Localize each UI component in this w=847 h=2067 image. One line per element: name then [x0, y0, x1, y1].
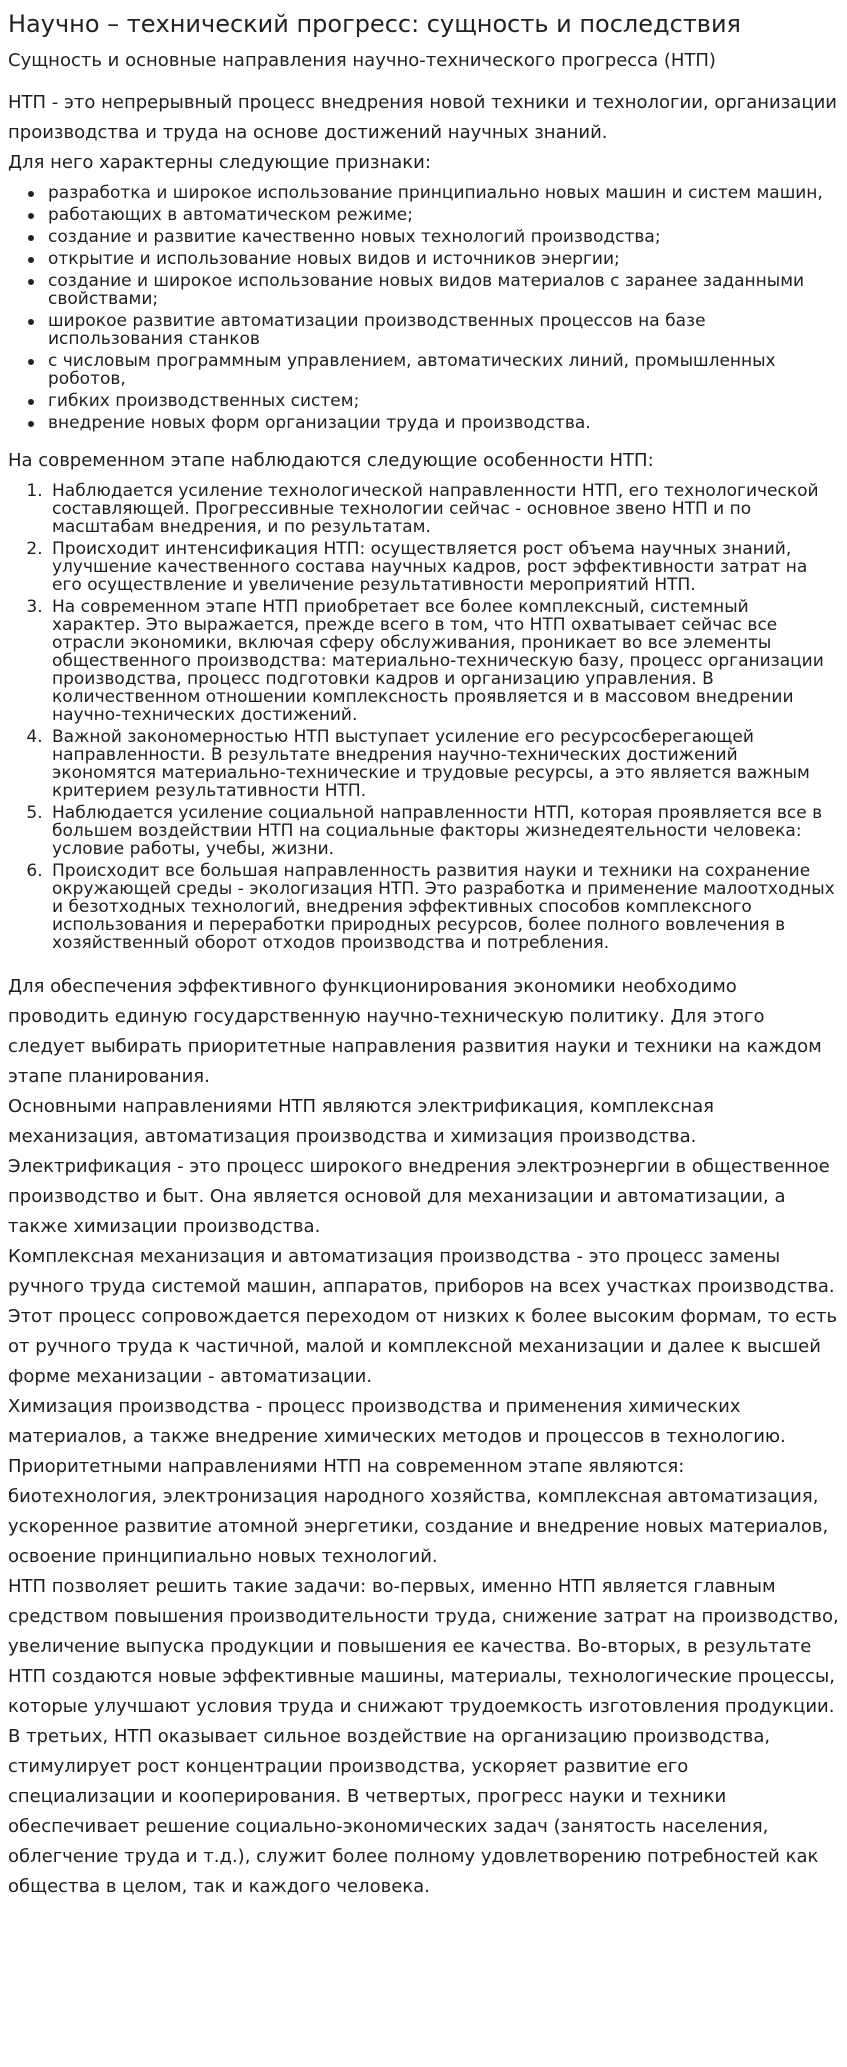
list-item: создание и развитие качественно новых технологий производства; — [48, 228, 839, 246]
list-item: 5. Наблюдается усиление социальной направленности НТП, которая проявляется все в большем воздействии НТП на социальные факторы жизнедеятельности человека: условие работы, учебы, жизни. — [48, 804, 839, 858]
list-item: с числовым программным управлением, автоматических линий, промышленных роботов, — [48, 352, 839, 388]
stage-intro: На современном этапе наблюдаются следующие особенности НТП: — [8, 450, 654, 472]
stage-features-list — [8, 482, 839, 952]
intro-paragraph: НТП - это непрерывный процесс внедрения новой техники и технологии, организации производства и труда на основе достижений научных знаний. — [8, 92, 837, 144]
body-paragraph: Электрификация - это процесс широкого внедрения электроэнергии в общественное производство и быт. Она является основой для механизации и автоматизации, а также химизации производства. — [8, 1156, 830, 1238]
section-heading: Сущность и основные направления научно-технического прогресса (НТП) — [8, 49, 716, 71]
list-item: гибких производственных систем; — [48, 392, 839, 410]
list-item: разработка и широкое использование принципиально новых машин и систем машин, — [48, 184, 839, 202]
intro-lead: Для него характерны следующие признаки: — [8, 152, 431, 174]
list-item: внедрение новых форм организации труда и производства. — [48, 414, 839, 432]
features-list — [8, 184, 839, 432]
list-item: создание и широкое использование новых видов материалов с заранее заданными свойствами; — [48, 272, 839, 308]
list-item: широкое развитие автоматизации производственных процессов на базе использования станков — [48, 312, 839, 348]
list-item: работающих в автоматическом режиме; — [48, 206, 839, 224]
body-paragraph: Химизация производства - процесс производства и применения химических материалов, а также внедрение химических методов и процессов в технологию. — [8, 1396, 786, 1448]
body-paragraph: Основными направлениями НТП являются электрификация, комплексная механизация, автоматизация производства и химизация производства. — [8, 1096, 714, 1148]
page-title: Научно – технический прогресс: сущность и последствия — [8, 10, 741, 38]
list-item: 1. Наблюдается усиление технологической направленности НТП, его технологической составляющей. Прогрессивные технологии сейчас - основное звено НТП и по масштабам внедрения, и по результатам. — [48, 482, 839, 536]
list-item: 3. На современном этапе НТП приобретает все более комплексный, системный характер. Это выражается, прежде всего в том, что НТП охватывает сейчас все отрасли экономики, включая сферу обслуживания, проникает во все элементы общественного производства: материально-техническую базу, процесс организации производства, процесс подготовки кадров и организацию управления. В количественном отношении комплексность проявляется и в массовом внедрении научно-технических достижений. — [48, 598, 839, 724]
body-paragraph: Для обеспечения эффективного функционирования экономики необходимо проводить единую государственную научно-техническую политику. Для этого следует выбирать приоритетные направления развития науки и техники на каждом этапе планирования. — [8, 976, 822, 1088]
list-item: 2. Происходит интенсификация НТП: осуществляется рост объема научных знаний, улучшение качественного состава научных кадров, рост эффективности затрат на его осуществление и увеличение результативности мероприятий НТП. — [48, 540, 839, 594]
list-item: 6. Происходит все большая направленность развития науки и техники на сохранение окружающей среды - экологизация НТП. Это разработка и применение малоотходных и безотходных технологий, внедрения эффективных способов комплексного использования и переработки природных ресурсов, более полного вовлечения в хозяйственный оборот отходов производства и потребления. — [48, 862, 839, 952]
list-item: открытие и использование новых видов и источников энергии; — [48, 250, 839, 268]
body-paragraph: Приоритетными направлениями НТП на современном этапе являются: биотехнология, электронизация народного хозяйства, комплексная автоматизация, ускоренное развитие атомной энергетики, создание и внедрение новых материалов, освоение принципиально новых технологий. — [8, 1456, 829, 1568]
body-paragraph: НТП позволяет решить такие задачи: во-первых, именно НТП является главным средством повышения производительности труда, снижение затрат на производство, увеличение выпуска продукции и повышения ее качества. Во-вторых, в результате НТП создаются новые эффективные машины, материалы, технологические процессы, которые улучшают условия труда и снижают трудоемкость изготовления продукции. В третьих, НТП оказывает сильное воздействие на организацию производства, стимулирует рост концентрации производства, ускоряет развитие его специализации и кооперирования. В четвертых, прогресс науки и техники обеспечивает решение социально-экономических задач (занятость населения, облегчение труда и т.д.), служит более полному удовлетворению потребностей как общества в целом, так и каждого человека. — [8, 1576, 839, 1898]
body-paragraph: Комплексная механизация и автоматизация производства - это процесс замены ручного труда системой машин, аппаратов, приборов на всех участках производства. Этот процесс сопровождается переходом от низких к более высоким формам, то есть от ручного труда к частичной, малой и комплексной механизации и далее к высшей форме механизации - автоматизации. — [8, 1246, 838, 1388]
list-item: 4. Важной закономерностью НТП выступает усиление его ресурсосберегающей направленности. В результате внедрения научно-технических достижений экономятся материально-технические и трудовые ресурсы, а это является важным критерием результативности НТП. — [48, 728, 839, 800]
